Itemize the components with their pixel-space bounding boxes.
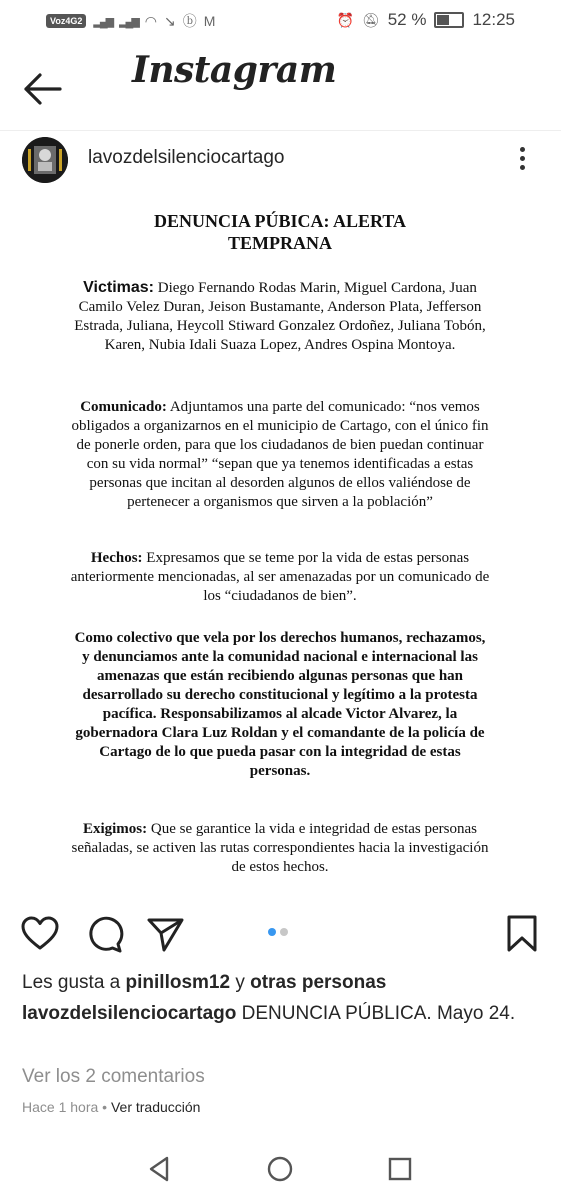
other-likers-link[interactable]: otras personas	[250, 972, 387, 993]
likes-line	[22, 972, 386, 994]
carousel-dot	[268, 928, 276, 936]
arrow-left-icon	[20, 71, 64, 107]
hechos-paragraph	[70, 549, 490, 606]
carousel-indicator	[268, 928, 288, 936]
status-left	[46, 11, 215, 31]
comunicado-paragraph	[70, 398, 490, 512]
victims-label: Victimas:	[83, 279, 154, 296]
exigimos-text: Que se garantice la vida e integridad de estas personas señaladas, se activen las rutas correspondientes hacia la investigación de estos hechos.	[71, 821, 489, 875]
network-badge	[46, 14, 86, 28]
back-button[interactable]	[20, 71, 64, 107]
circle-home-icon	[265, 1154, 295, 1184]
instagram-logo: Instagram	[132, 49, 337, 91]
comunicado-label: Comunicado:	[80, 399, 167, 415]
system-nav-bar	[0, 1140, 561, 1200]
nav-back-button[interactable]	[145, 1154, 175, 1184]
view-comments-link[interactable]: Ver los 2 comentarios	[22, 1066, 205, 1087]
paper-plane-icon	[146, 914, 186, 954]
nav-home-button[interactable]	[265, 1154, 295, 1184]
comment-bubble-icon	[84, 914, 124, 954]
status-bar	[0, 0, 561, 40]
b-icon: ⓑ	[182, 13, 197, 29]
vertical-dots-icon	[520, 147, 525, 152]
victims-text: Diego Fernando Rodas Marin, Miguel Cardona, Juan Camilo Velez Duran, Jeison Bustamante, Anderson Plata, Jefferson Estrada, Juliana, Heycoll Stiward Gonzalez Ordoñez, Juliana Tobón, Karen, Nubia Idali Suaza Lopez, Andres Ospina Montoya.	[74, 280, 486, 353]
comment-button[interactable]	[84, 914, 124, 954]
victims-paragraph	[70, 278, 490, 355]
m-icon: M	[203, 13, 216, 29]
likes-prefix: Les gusta a	[22, 972, 126, 993]
triangle-back-icon	[145, 1154, 175, 1184]
battery-percent: 52 %	[387, 10, 427, 29]
post-timestamp: Hace 1 hora	[22, 1099, 99, 1115]
meta-separator: •	[98, 1099, 111, 1115]
post-caption	[22, 1000, 542, 1028]
mute-icon: 🔕︎	[361, 11, 380, 28]
app-header	[0, 45, 561, 125]
wifi-icon: ◠	[144, 12, 158, 29]
post-username[interactable]: lavozdelsilenciocartago	[88, 147, 285, 168]
vertical-dot	[520, 156, 525, 161]
more-options-button[interactable]	[512, 143, 532, 177]
hechos-text: Expresamos que se teme por la vida de estas personas anteriormente mencionadas, al ser amenazadas por un comunicado de los “ciudadanos de bien”.	[70, 550, 490, 604]
bookmark-icon	[502, 914, 542, 954]
caption-text: DENUNCIA PÚBLICA. Mayo 24.	[236, 1003, 516, 1024]
signal-icon-2: ▂▄▆	[119, 15, 138, 28]
nav-recent-button[interactable]	[385, 1154, 415, 1184]
network-badge-label: Voz4G	[50, 16, 78, 26]
square-recent-icon	[385, 1154, 415, 1184]
missed-call-icon: ↘	[164, 12, 176, 29]
avatar-image	[22, 137, 68, 183]
post-image[interactable]	[0, 198, 561, 898]
battery-level	[437, 15, 448, 25]
post-actions	[0, 910, 561, 958]
translate-link[interactable]: Ver traducción	[110, 1099, 201, 1115]
vertical-dot	[520, 165, 525, 170]
likes-middle: y	[230, 972, 251, 993]
hechos-label: Hechos:	[90, 550, 143, 566]
colectivo-paragraph: Como colectivo que vela por los derechos humanos, rechazamos, y denunciamos ante la comunidad nacional e internacional las amenazas que están recibiendo algunas personas que han desarrollado su derecho constitucional y legítimo a la protesta pacífica. Responsabilizamos al alcade Victor Alvarez, la gobernadora Clara Luz Roldan y el comandante de la policía de Cartago de lo que pueda pasar con la integridad de estas personas.	[74, 630, 486, 779]
save-button[interactable]	[502, 914, 542, 954]
heart-icon	[20, 914, 60, 954]
liker-username[interactable]: pinillosm12	[125, 972, 231, 993]
status-right	[336, 10, 515, 30]
like-button[interactable]	[20, 914, 60, 954]
network-badge-sim: 2	[77, 16, 83, 26]
avatar[interactable]	[22, 137, 68, 183]
clock: 12:25	[472, 10, 515, 29]
share-button[interactable]	[146, 914, 186, 954]
post-header	[0, 130, 561, 187]
document-title: DENUNCIA PÚBICA: ALERTA TEMPRANA	[153, 211, 407, 253]
battery-icon	[434, 12, 464, 28]
post-meta	[22, 1099, 200, 1115]
exigimos-label: Exigimos:	[82, 821, 148, 837]
caption-username[interactable]: lavozdelsilenciocartago	[22, 1003, 237, 1024]
comunicado-text: Adjuntamos una parte del comunicado: “nos vemos obligados a organizarnos en el municipio de Cartago, con el único fin de ponerle orden, para que los ciudadanos de bien puedan continuar con su vida normal” “sepan que ya tenemos identificadas a estas personas que incitan al desorden algunos de ellos valiéndose de pertenecer a organismos que sirven a la población”	[71, 399, 489, 510]
carousel-dot	[280, 928, 288, 936]
alarm-icon: ⏰	[336, 11, 354, 28]
exigimos-paragraph	[70, 820, 490, 877]
signal-icon: ▂▄▆	[93, 15, 113, 28]
